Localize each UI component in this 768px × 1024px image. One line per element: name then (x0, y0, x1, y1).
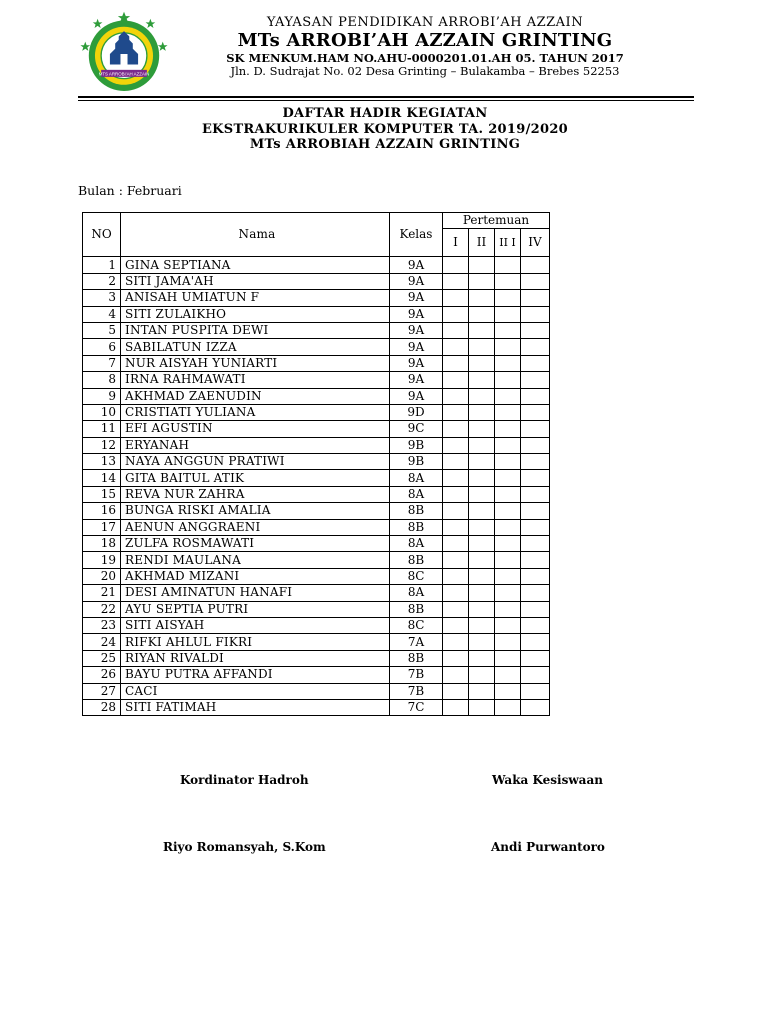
table-row (83, 306, 550, 322)
header-meeting-1: I (443, 229, 469, 257)
student-class: 8B (390, 601, 443, 617)
table-header-row (83, 213, 550, 229)
table-row (83, 372, 550, 388)
student-class: 9B (390, 437, 443, 453)
table-row (83, 388, 550, 404)
attendance-cell-3 (495, 617, 521, 633)
letterhead-divider-thin (78, 100, 694, 101)
row-number: 27 (83, 683, 121, 699)
row-number: 18 (83, 536, 121, 552)
attendance-cell-2 (469, 585, 495, 601)
header-meeting-4: IV (521, 229, 550, 257)
attendance-cell-2 (469, 306, 495, 322)
student-class: 7A (390, 634, 443, 650)
attendance-cell-4 (521, 617, 550, 633)
attendance-cell-1 (443, 257, 469, 273)
student-class: 8B (390, 519, 443, 535)
student-name: BUNGA RISKI AMALIA (121, 503, 390, 519)
school-name: MTs ARROBI’AH AZZAIN GRINTING (237, 29, 613, 51)
attendance-cell-1 (443, 683, 469, 699)
row-number: 8 (83, 372, 121, 388)
student-name: CACI (121, 683, 390, 699)
student-name: RIYAN RIVALDI (121, 650, 390, 666)
attendance-cell-2 (469, 273, 495, 289)
attendance-cell-1 (443, 273, 469, 289)
attendance-cell-3 (495, 601, 521, 617)
attendance-cell-3 (495, 290, 521, 306)
student-class: 8B (390, 503, 443, 519)
attendance-cell-2 (469, 355, 495, 371)
row-number: 7 (83, 355, 121, 371)
attendance-cell-4 (521, 339, 550, 355)
attendance-cell-1 (443, 372, 469, 388)
left-signature-name: Riyo Romansyah, S.Kom (163, 840, 326, 854)
row-number: 14 (83, 470, 121, 486)
attendance-cell-3 (495, 339, 521, 355)
document-title (140, 106, 630, 153)
attendance-cell-2 (469, 322, 495, 338)
table-row (83, 667, 550, 683)
student-class: 8B (390, 552, 443, 568)
left-signature-role: Kordinator Hadroh (180, 773, 309, 787)
attendance-cell-3 (495, 306, 521, 322)
table-row (83, 290, 550, 306)
row-number: 16 (83, 503, 121, 519)
student-class: 9A (390, 339, 443, 355)
row-number: 20 (83, 568, 121, 584)
attendance-cell-4 (521, 454, 550, 470)
student-name: ANISAH UMIATUN F (121, 290, 390, 306)
attendance-cell-4 (521, 699, 550, 715)
row-number: 1 (83, 257, 121, 273)
attendance-cell-2 (469, 290, 495, 306)
table-row (83, 617, 550, 633)
attendance-cell-2 (469, 699, 495, 715)
attendance-cell-3 (495, 437, 521, 453)
letterhead (205, 16, 645, 78)
attendance-cell-1 (443, 290, 469, 306)
row-number: 15 (83, 486, 121, 502)
logo-text: MTS ARROBI'AH AZZAIN (98, 71, 150, 77)
attendance-cell-4 (521, 486, 550, 502)
student-class: 8A (390, 585, 443, 601)
attendance-cell-2 (469, 404, 495, 420)
student-name: AENUN ANGGRAENI (121, 519, 390, 535)
school-logo (80, 10, 168, 98)
header-meetings: Pertemuan (443, 213, 550, 229)
table-row (83, 683, 550, 699)
attendance-table (82, 212, 550, 716)
row-number: 3 (83, 290, 121, 306)
student-name: REVA NUR ZAHRA (121, 486, 390, 502)
attendance-cell-3 (495, 470, 521, 486)
attendance-cell-2 (469, 454, 495, 470)
attendance-cell-2 (469, 683, 495, 699)
attendance-cell-3 (495, 667, 521, 683)
attendance-cell-4 (521, 388, 550, 404)
attendance-cell-3 (495, 568, 521, 584)
student-name: NUR AISYAH YUNIARTI (121, 355, 390, 371)
attendance-cell-3 (495, 585, 521, 601)
attendance-cell-2 (469, 536, 495, 552)
header-meeting-2: II (469, 229, 495, 257)
student-class: 7B (390, 667, 443, 683)
table-row (83, 322, 550, 338)
attendance-cell-2 (469, 650, 495, 666)
attendance-cell-2 (469, 339, 495, 355)
title-line-1: DAFTAR HADIR KEGIATAN (282, 106, 488, 121)
student-class: 8A (390, 470, 443, 486)
row-number: 10 (83, 404, 121, 420)
row-number: 4 (83, 306, 121, 322)
attendance-cell-4 (521, 601, 550, 617)
row-number: 11 (83, 421, 121, 437)
attendance-cell-3 (495, 699, 521, 715)
row-number: 23 (83, 617, 121, 633)
attendance-cell-3 (495, 486, 521, 502)
student-class: 8C (390, 568, 443, 584)
attendance-cell-1 (443, 617, 469, 633)
student-name: SABILATUN IZZA (121, 339, 390, 355)
attendance-cell-3 (495, 388, 521, 404)
table-row (83, 568, 550, 584)
foundation-name: YAYASAN PENDIDIKAN ARROBI’AH AZZAIN (266, 15, 584, 30)
student-name: INTAN PUSPITA DEWI (121, 322, 390, 338)
table-row (83, 486, 550, 502)
student-class: 9A (390, 322, 443, 338)
attendance-cell-3 (495, 404, 521, 420)
row-number: 24 (83, 634, 121, 650)
attendance-cell-1 (443, 388, 469, 404)
table-body (83, 257, 550, 716)
student-class: 9B (390, 454, 443, 470)
attendance-cell-1 (443, 667, 469, 683)
attendance-cell-1 (443, 470, 469, 486)
student-class: 9A (390, 355, 443, 371)
attendance-cell-4 (521, 650, 550, 666)
student-class: 9A (390, 257, 443, 273)
row-number: 19 (83, 552, 121, 568)
attendance-cell-2 (469, 601, 495, 617)
table-row (83, 519, 550, 535)
attendance-cell-4 (521, 290, 550, 306)
attendance-cell-2 (469, 421, 495, 437)
month-label: Bulan : Februari (78, 183, 182, 198)
row-number: 5 (83, 322, 121, 338)
attendance-cell-4 (521, 683, 550, 699)
table-row (83, 273, 550, 289)
legal-decree: SK MENKUM.HAM NO.AHU-0000201.01.AH 05. TAHUN 2017 (226, 50, 624, 65)
student-name: SITI AISYAH (121, 617, 390, 633)
row-number: 26 (83, 667, 121, 683)
attendance-cell-1 (443, 634, 469, 650)
student-class: 8C (390, 617, 443, 633)
student-name: RENDI MAULANA (121, 552, 390, 568)
attendance-cell-1 (443, 536, 469, 552)
student-name: IRNA RAHMAWATI (121, 372, 390, 388)
attendance-cell-1 (443, 552, 469, 568)
attendance-cell-1 (443, 322, 469, 338)
attendance-cell-4 (521, 273, 550, 289)
row-number: 28 (83, 699, 121, 715)
attendance-cell-3 (495, 257, 521, 273)
attendance-cell-4 (521, 585, 550, 601)
table-row (83, 552, 550, 568)
attendance-cell-3 (495, 454, 521, 470)
header-name: Nama (121, 213, 390, 257)
student-class: 9C (390, 421, 443, 437)
attendance-cell-2 (469, 503, 495, 519)
table-row (83, 470, 550, 486)
attendance-cell-2 (469, 552, 495, 568)
student-name: SITI FATIMAH (121, 699, 390, 715)
student-class: 9A (390, 388, 443, 404)
attendance-cell-4 (521, 470, 550, 486)
row-number: 6 (83, 339, 121, 355)
student-class: 8A (390, 536, 443, 552)
row-number: 21 (83, 585, 121, 601)
student-name: EFI AGUSTIN (121, 421, 390, 437)
right-signature-role: Waka Kesiswaan (492, 773, 603, 787)
attendance-cell-3 (495, 650, 521, 666)
row-number: 17 (83, 519, 121, 535)
attendance-cell-1 (443, 339, 469, 355)
attendance-cell-1 (443, 437, 469, 453)
row-number: 2 (83, 273, 121, 289)
attendance-cell-4 (521, 536, 550, 552)
table-row (83, 257, 550, 273)
table-row (83, 421, 550, 437)
student-name: GITA BAITUL ATIK (121, 470, 390, 486)
table-row (83, 699, 550, 715)
student-name: SITI JAMA'AH (121, 273, 390, 289)
attendance-cell-2 (469, 470, 495, 486)
attendance-cell-4 (521, 634, 550, 650)
table-row (83, 437, 550, 453)
attendance-cell-2 (469, 257, 495, 273)
attendance-cell-3 (495, 683, 521, 699)
table-row (83, 454, 550, 470)
student-class: 8A (390, 486, 443, 502)
student-name: CRISTIATI YULIANA (121, 404, 390, 420)
attendance-cell-3 (495, 634, 521, 650)
row-number: 25 (83, 650, 121, 666)
attendance-cell-2 (469, 437, 495, 453)
attendance-cell-4 (521, 372, 550, 388)
attendance-cell-4 (521, 552, 550, 568)
student-class: 9A (390, 290, 443, 306)
table-row (83, 601, 550, 617)
table-row (83, 503, 550, 519)
attendance-cell-1 (443, 306, 469, 322)
table-row (83, 536, 550, 552)
row-number: 9 (83, 388, 121, 404)
attendance-cell-2 (469, 617, 495, 633)
attendance-cell-2 (469, 372, 495, 388)
attendance-cell-4 (521, 667, 550, 683)
attendance-cell-2 (469, 568, 495, 584)
right-signature-name: Andi Purwantoro (491, 840, 605, 854)
student-name: SITI ZULAIKHO (121, 306, 390, 322)
attendance-cell-4 (521, 519, 550, 535)
attendance-cell-4 (521, 421, 550, 437)
student-name: AKHMAD ZAENUDIN (121, 388, 390, 404)
attendance-cell-4 (521, 503, 550, 519)
school-address: Jln. D. Sudrajat No. 02 Desa Grinting – Bulakamba – Brebes 52253 (230, 63, 620, 78)
student-class: 9A (390, 306, 443, 322)
attendance-cell-3 (495, 421, 521, 437)
attendance-cell-1 (443, 585, 469, 601)
attendance-cell-4 (521, 568, 550, 584)
attendance-cell-3 (495, 273, 521, 289)
attendance-cell-4 (521, 404, 550, 420)
student-class: 9A (390, 273, 443, 289)
attendance-cell-3 (495, 355, 521, 371)
attendance-cell-2 (469, 519, 495, 535)
row-number: 22 (83, 601, 121, 617)
student-name: ZULFA ROSMAWATI (121, 536, 390, 552)
attendance-cell-1 (443, 519, 469, 535)
student-class: 9D (390, 404, 443, 420)
student-name: RIFKI AHLUL FIKRI (121, 634, 390, 650)
attendance-cell-4 (521, 437, 550, 453)
student-class: 9A (390, 372, 443, 388)
attendance-cell-3 (495, 372, 521, 388)
row-number: 12 (83, 437, 121, 453)
student-name: ERYANAH (121, 437, 390, 453)
table-row (83, 585, 550, 601)
table-row (83, 404, 550, 420)
attendance-cell-2 (469, 486, 495, 502)
student-name: BAYU PUTRA AFFANDI (121, 667, 390, 683)
attendance-cell-4 (521, 355, 550, 371)
attendance-cell-3 (495, 536, 521, 552)
attendance-cell-1 (443, 568, 469, 584)
student-name: NAYA ANGGUN PRATIWI (121, 454, 390, 470)
student-name: GINA SEPTIANA (121, 257, 390, 273)
table-row (83, 634, 550, 650)
attendance-cell-1 (443, 421, 469, 437)
attendance-cell-1 (443, 699, 469, 715)
attendance-cell-2 (469, 388, 495, 404)
table-row (83, 339, 550, 355)
student-name: AKHMAD MIZANI (121, 568, 390, 584)
header-no: NO (83, 213, 121, 257)
attendance-cell-1 (443, 355, 469, 371)
attendance-cell-4 (521, 257, 550, 273)
attendance-cell-1 (443, 601, 469, 617)
attendance-cell-2 (469, 667, 495, 683)
attendance-cell-4 (521, 322, 550, 338)
table-row (83, 355, 550, 371)
student-name: AYU SEPTIA PUTRI (121, 601, 390, 617)
letterhead-divider (78, 96, 694, 98)
attendance-cell-3 (495, 503, 521, 519)
student-class: 7B (390, 683, 443, 699)
student-name: DESI AMINATUN HANAFI (121, 585, 390, 601)
student-class: 7C (390, 699, 443, 715)
title-line-3: MTs ARROBIAH AZZAIN GRINTING (249, 137, 521, 153)
row-number: 13 (83, 454, 121, 470)
attendance-cell-1 (443, 486, 469, 502)
attendance-cell-3 (495, 519, 521, 535)
title-line-2: EKSTRAKURIKULER KOMPUTER TA. 2019/2020 (201, 121, 569, 137)
attendance-cell-4 (521, 306, 550, 322)
attendance-cell-3 (495, 552, 521, 568)
header-class: Kelas (390, 213, 443, 257)
attendance-cell-3 (495, 322, 521, 338)
attendance-cell-1 (443, 503, 469, 519)
header-meeting-3: II I (495, 229, 521, 257)
attendance-cell-1 (443, 454, 469, 470)
attendance-cell-2 (469, 634, 495, 650)
attendance-cell-1 (443, 650, 469, 666)
student-class: 8B (390, 650, 443, 666)
table-row (83, 650, 550, 666)
attendance-cell-1 (443, 404, 469, 420)
